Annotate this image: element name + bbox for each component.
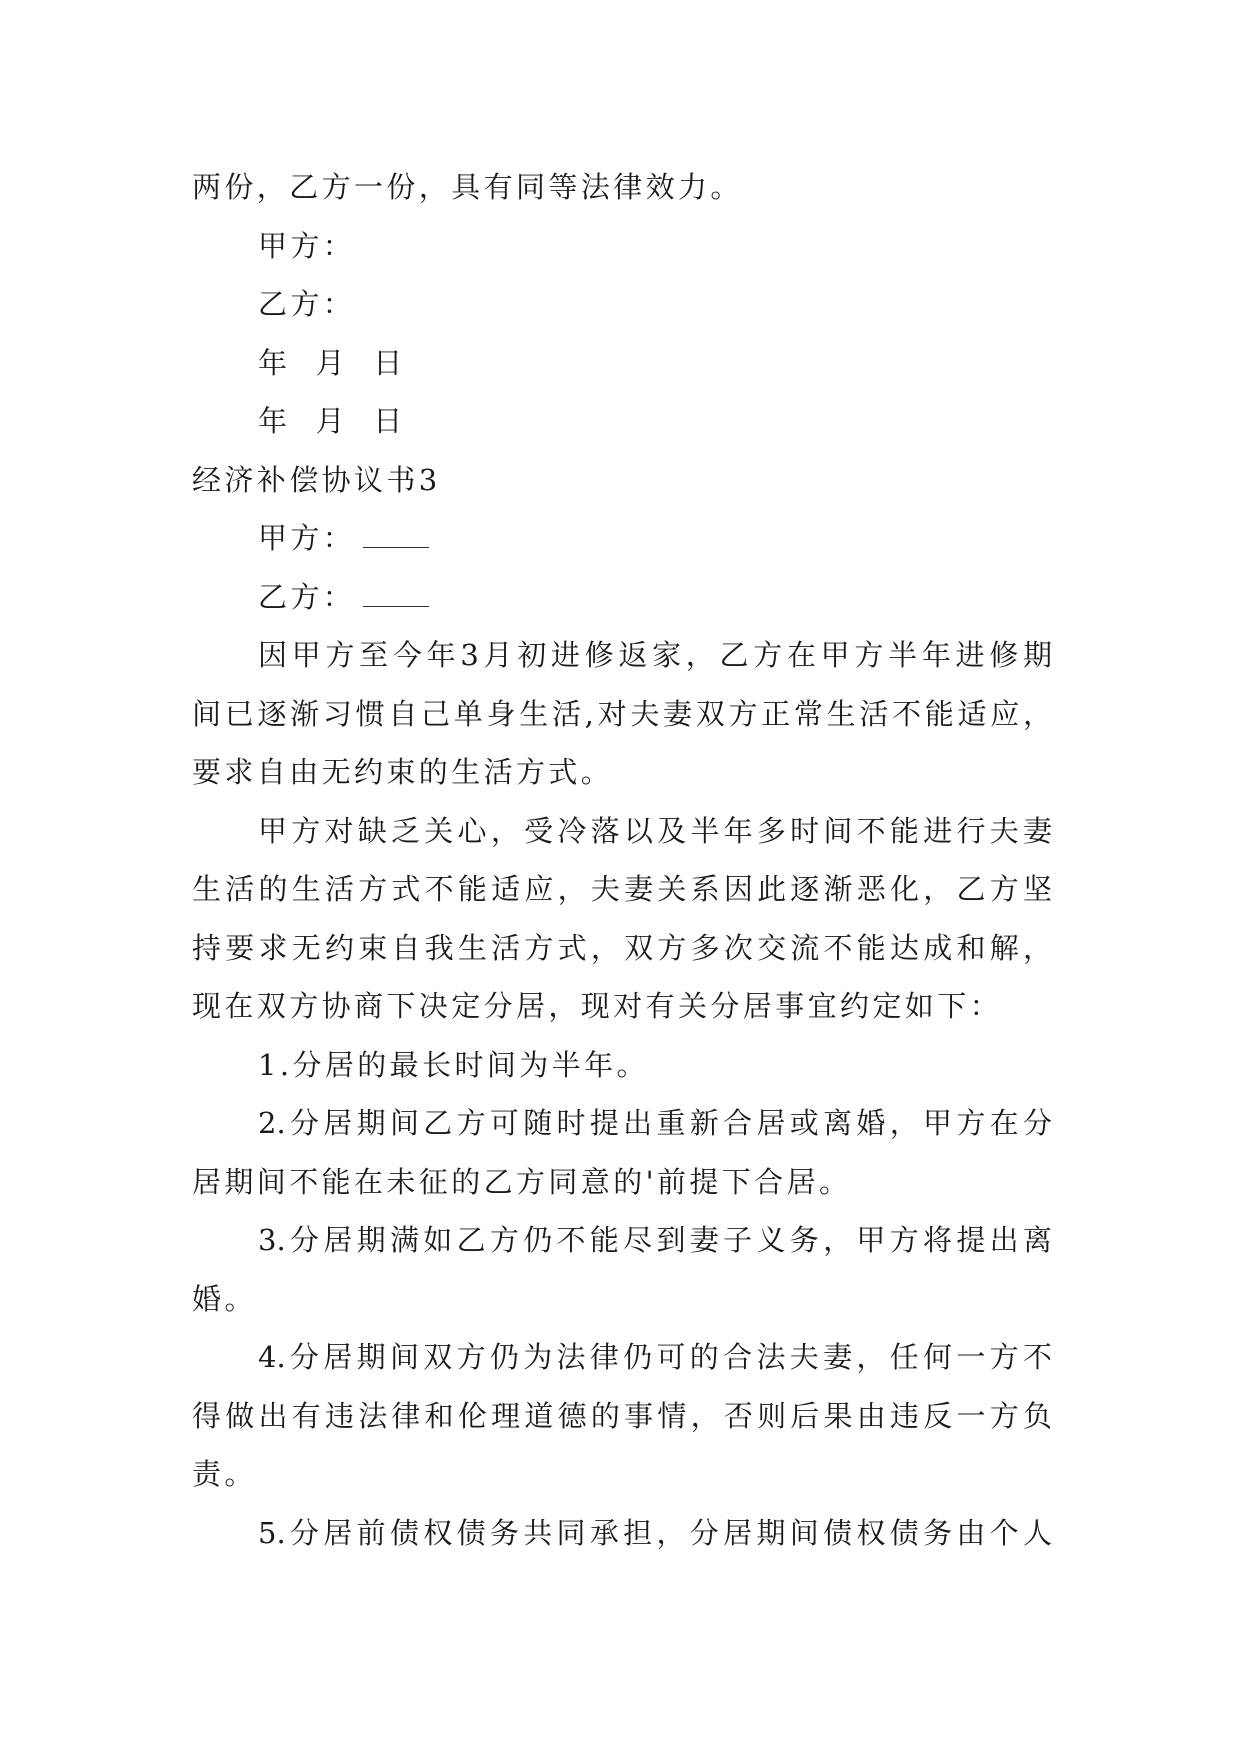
paragraph-line bbox=[192, 919, 1052, 978]
clause-4-cont bbox=[192, 1445, 1052, 1504]
paragraph-line bbox=[192, 860, 1052, 919]
line-text: 责。 bbox=[192, 1457, 257, 1491]
line-text: 1.分居的最长时间为半年。 bbox=[258, 1047, 649, 1082]
line-text: 乙方： bbox=[258, 287, 356, 321]
blank-underline bbox=[363, 525, 429, 548]
line-text: 间已逐渐习惯自己单身生活,对夫妻双方正常生活不能适应， bbox=[192, 696, 1052, 731]
line-text: 4.分居期间双方仍为法律仍可的合法夫妻，任何一方不 bbox=[258, 1340, 1052, 1374]
clause-1 bbox=[192, 1036, 1052, 1095]
line-text: 甲方： bbox=[258, 521, 356, 555]
clause-2 bbox=[192, 1094, 1052, 1153]
party-a-field bbox=[192, 509, 1052, 568]
line-text: 甲方对缺乏关心，受冷落以及半年多时间不能进行夫妻 bbox=[258, 813, 1052, 848]
line-text: 居期间不能在未征的乙方同意的'前提下合居。 bbox=[192, 1164, 852, 1199]
signature-party-b bbox=[192, 275, 1052, 334]
line-text: 要求自由无约束的生活方式。 bbox=[192, 755, 614, 789]
line-text: 2.分居期间乙方可随时提出重新合居或离婚，甲方在分 bbox=[258, 1106, 1052, 1140]
clause-3-cont bbox=[192, 1270, 1052, 1329]
line-text: 现在双方协商下决定分居，现对有关分居事宜约定如下： bbox=[192, 989, 1003, 1023]
blank-underline bbox=[363, 584, 429, 607]
paragraph-line bbox=[192, 802, 1052, 861]
paragraph-line bbox=[192, 685, 1052, 744]
line-text: 经济补偿协议书3 bbox=[192, 462, 441, 497]
signature-date bbox=[192, 392, 1052, 451]
clause-5 bbox=[192, 1504, 1052, 1563]
line-text: 3.分居期满如乙方仍不能尽到妻子义务，甲方将提出离 bbox=[258, 1223, 1052, 1257]
line-text: 因甲方至今年3月初进修返家，乙方在甲方半年进修期 bbox=[258, 638, 1052, 672]
signature-date bbox=[192, 334, 1052, 393]
clause-3 bbox=[192, 1211, 1052, 1270]
clause-4-cont bbox=[192, 1387, 1052, 1446]
text-line bbox=[192, 158, 1052, 217]
paragraph-line bbox=[192, 977, 1052, 1036]
paragraph-line bbox=[192, 743, 1052, 802]
clause-4 bbox=[192, 1328, 1052, 1387]
paragraph-line bbox=[192, 626, 1052, 685]
party-b-field bbox=[192, 568, 1052, 627]
clause-2-cont bbox=[192, 1153, 1052, 1212]
line-text: 甲方： bbox=[258, 228, 356, 263]
line-text: 生活的生活方式不能适应，夫妻关系因此逐渐恶化，乙方坚 bbox=[192, 872, 1052, 906]
line-text: 乙方： bbox=[258, 579, 356, 614]
line-text: 持要求无约束自我生活方式，双方多次交流不能达成和解， bbox=[192, 930, 1052, 965]
signature-party-a bbox=[192, 217, 1052, 276]
line-text: 两份，乙方一份，具有同等法律效力。 bbox=[192, 170, 743, 204]
line-text: 得做出有违法律和伦理道德的事情，否则后果由违反一方负 bbox=[192, 1398, 1052, 1433]
line-text: 5.分居前债权债务共同承担，分居期间债权债务由个人 bbox=[258, 1515, 1052, 1550]
document-body bbox=[192, 158, 1052, 1562]
section-title bbox=[192, 451, 1052, 510]
line-text: 婚。 bbox=[192, 1281, 257, 1316]
line-text: 年 月 日 bbox=[258, 345, 406, 380]
line-text: 年 月 日 bbox=[258, 404, 406, 438]
